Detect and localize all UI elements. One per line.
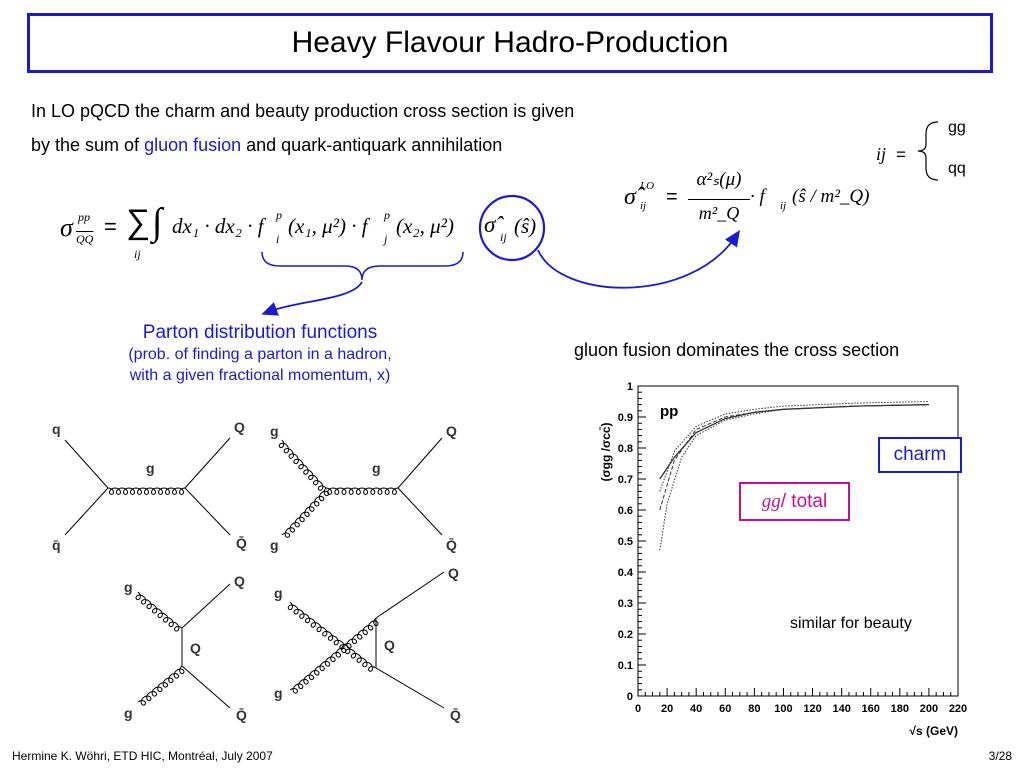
d2-label-Qbar: Q̄ <box>446 537 457 553</box>
d3-label-g-top: g <box>124 579 133 595</box>
main-sigmahat: σ̂ <box>484 212 496 237</box>
d4-label-g-top: g <box>274 585 283 601</box>
pdf-note <box>60 322 460 386</box>
gluon-line <box>138 666 184 705</box>
ij-equals: = <box>896 145 906 164</box>
main-args-2: (x₂, μ²) <box>396 214 454 238</box>
x-tick-label: 80 <box>748 703 761 715</box>
ij-label: ij <box>876 144 887 164</box>
chart-ylabel: (σgg /σcc̄) <box>599 422 613 482</box>
lo-tail-sub: ij <box>780 200 787 212</box>
lo-sub: ij <box>640 200 647 212</box>
y-tick-label: 0 <box>626 691 633 703</box>
main-fj-sub: j <box>384 232 388 246</box>
main-sigma-sup: pp <box>78 210 90 224</box>
diagram-gg-u-channel <box>288 572 444 708</box>
lo-tail-arg: (ŝ / m²_Q) <box>792 186 870 207</box>
main-args-1: (x₁, μ²) · f <box>288 214 368 238</box>
d3-label-Q: Q <box>234 573 245 589</box>
chart-frame <box>638 386 958 696</box>
feynman-diagrams <box>40 410 480 730</box>
y-tick-label: 0.3 <box>617 598 633 610</box>
y-tick-label: 0.2 <box>617 629 633 641</box>
lo-numerator: α²ₛ(μ) <box>696 169 742 190</box>
beauty-note: similar for beauty <box>790 615 912 632</box>
gluon-line <box>290 618 378 693</box>
gluon-line <box>279 440 326 490</box>
diagram-gg-t-channel <box>136 584 230 708</box>
ratio-chart <box>570 372 990 742</box>
x-tick-label: 0 <box>634 703 642 715</box>
main-sum: ∑ <box>126 203 151 241</box>
x-tick-label: 220 <box>948 703 968 715</box>
footer-author: Hermine K. Wöhri, ETD HIC, Montréal, July 2007 <box>12 749 273 763</box>
d2-label-g-mid: g <box>372 460 381 476</box>
d4-label-Q-mid: Q <box>384 637 395 653</box>
main-fi-sub: i <box>276 232 280 246</box>
footer-page: 3/28 <box>988 749 1012 763</box>
d3-label-g-bottom: g <box>124 705 133 721</box>
y-tick-label: 0.1 <box>617 660 633 672</box>
d1-label-qbar: q̄ <box>52 537 61 553</box>
y-tick-label: 0.6 <box>617 505 633 517</box>
chart-xlabel: √s (GeV) <box>909 724 958 738</box>
d2-label-g-top: g <box>270 423 279 439</box>
main-sigma-sub: $\overline{QQ}$ <box>76 232 94 246</box>
d3-label-Q-mid: Q <box>190 640 201 656</box>
formula-annotations <box>0 0 1024 330</box>
gg-total-rest: / total <box>780 490 828 512</box>
d4-label-g-bottom: g <box>274 685 283 701</box>
d2-label-Q: Q <box>446 423 457 439</box>
diagram-qqbar-annihilation <box>65 438 230 535</box>
gluon-line <box>136 592 182 631</box>
x-tick-label: 40 <box>690 703 703 715</box>
main-sum-sub: ij <box>134 247 141 261</box>
y-tick-label: 0.5 <box>617 536 633 548</box>
y-tick-label: 1 <box>626 381 633 393</box>
pdf-arrow <box>268 282 362 312</box>
d2-label-g-bottom: g <box>270 537 279 553</box>
lo-sup: LO <box>640 180 655 192</box>
lo-arrow <box>538 236 736 288</box>
x-tick-label: 200 <box>919 703 939 715</box>
y-tick-label: 0.4 <box>617 567 633 579</box>
d3-label-Qbar: Q̄ <box>236 707 247 723</box>
intro-line-2-pre: by the sum of <box>31 135 145 155</box>
main-sigmahat-arg: (ŝ) <box>514 214 537 238</box>
charm-label: charm <box>893 444 947 465</box>
sigmahat-circle <box>480 196 544 260</box>
y-tick-label: 0.7 <box>617 474 633 486</box>
d1-label-q: q <box>52 421 61 437</box>
intro-line-2-post: and quark-antiquark annihilation <box>241 135 503 155</box>
series-line-3 <box>660 405 929 551</box>
pdf-note-line-3: with a given fractional momentum, x) <box>129 367 391 384</box>
plot-caption: gluon fusion dominates the cross section <box>574 340 900 360</box>
x-tick-label: 20 <box>660 703 674 715</box>
d4-label-Q: Q <box>448 565 459 581</box>
gluon-line <box>326 488 398 494</box>
main-sigma: σ <box>60 213 73 242</box>
gluon-line <box>108 488 185 494</box>
gluon-fusion-highlight: gluon fusion <box>144 135 242 155</box>
slide-title: Heavy Flavour Hadro-Production <box>291 26 729 59</box>
gluon-line <box>282 488 329 537</box>
pdf-note-line-2: (prob. of finding a parton in a hadron, <box>128 346 392 363</box>
ij-option-gg: gg <box>948 119 966 136</box>
main-fj-sup: p <box>384 208 390 222</box>
main-body: dx₁ · dx₂ · f <box>172 214 264 238</box>
x-tick-label: 60 <box>719 703 732 715</box>
pdf-brace <box>262 252 463 280</box>
intro-line-1: In LO pQCD the charm and beauty production cross section is given <box>31 101 575 121</box>
lo-sigma: σ̂ <box>624 184 636 210</box>
x-tick-label: 120 <box>803 703 822 715</box>
ij-option-qq: qq <box>948 160 966 177</box>
diagram-gg-s-channel <box>279 438 442 537</box>
gg-total-gg: gg <box>761 490 781 512</box>
main-equals: = <box>104 214 117 239</box>
lo-equals: = <box>666 186 678 208</box>
gg-total-box <box>739 482 850 521</box>
y-tick-label: 0.9 <box>617 412 633 424</box>
main-fi-sup: p <box>276 208 282 222</box>
x-tick-label: 140 <box>832 703 851 715</box>
y-tick-label: 0.8 <box>617 443 633 455</box>
d1-label-Qbar: Q̄ <box>236 535 247 551</box>
pdf-note-line-1: Parton distribution functions <box>142 322 378 343</box>
charm-label-box <box>878 437 962 473</box>
lo-tail: · f <box>750 186 765 207</box>
x-tick-label: 160 <box>861 703 880 715</box>
lo-denominator: m²_Q <box>698 203 740 223</box>
main-integral: ∫ <box>152 201 163 243</box>
x-tick-label: 100 <box>774 703 793 715</box>
chart-title: pp <box>660 403 679 420</box>
d4-label-Qbar: Q̄ <box>450 707 461 723</box>
d1-label-g: g <box>146 460 155 476</box>
main-sigmahat-sub: ij <box>500 230 507 244</box>
x-tick-label: 180 <box>890 703 909 715</box>
d1-label-Q: Q <box>234 419 245 435</box>
